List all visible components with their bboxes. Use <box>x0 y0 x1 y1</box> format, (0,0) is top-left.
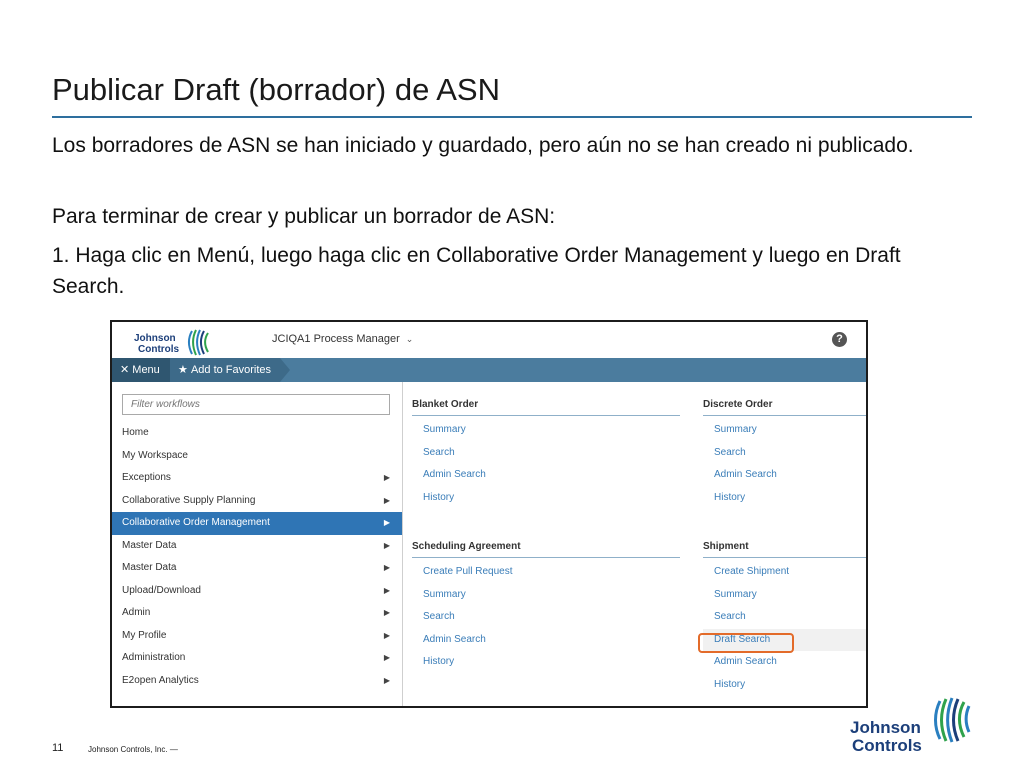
scheduling-agreement-link-admin-search[interactable]: Admin Search <box>423 633 486 645</box>
sidebar-item-label: Admin <box>122 607 151 618</box>
sidebar-item-administration[interactable] <box>112 647 402 670</box>
add-to-favorites-button[interactable] <box>170 358 280 382</box>
sidebar-item-label: E2open Analytics <box>122 674 199 686</box>
logo-text-line1: Johnson <box>850 718 921 737</box>
help-icon[interactable]: ? <box>832 332 847 347</box>
chevron-right-icon: ▶ <box>383 608 390 617</box>
scheduling-agreement-section <box>412 537 680 674</box>
process-manager-label: JCIQA1 Process Manager <box>272 333 400 345</box>
sidebar-item-collaborative-supply-planning[interactable] <box>112 490 402 513</box>
shipment-section <box>703 537 866 696</box>
chevron-right-icon: ▶ <box>383 495 390 505</box>
blanket-order-section <box>412 395 680 509</box>
menu-sidebar <box>112 382 403 706</box>
shipment-link-history[interactable]: History <box>714 678 746 690</box>
chevron-right-icon: ▶ <box>383 473 390 482</box>
shipment-link-summary[interactable]: Summary <box>714 588 757 600</box>
blanket-order-link-summary[interactable]: Summary <box>423 424 466 435</box>
discrete-order-section <box>703 395 866 509</box>
close-icon: ✕ <box>120 364 130 376</box>
sidebar-item-master-data[interactable] <box>112 535 402 558</box>
add-to-favorites-label: Add to Favorites <box>190 364 272 376</box>
chevron-down-icon: ⌄ <box>405 334 414 344</box>
scheduling-agreement-link-summary[interactable]: Summary <box>423 588 466 600</box>
logo-text-line2: Controls <box>138 344 180 355</box>
title-divider <box>52 116 972 118</box>
johnson-controls-logo <box>122 328 222 358</box>
chevron-right-icon: ▶ <box>383 675 390 685</box>
app-screenshot <box>110 320 868 708</box>
logo-text-line2: Controls <box>852 736 922 755</box>
chevron-right-icon: ▶ <box>383 563 390 572</box>
instructions-lead: Para terminar de crear y publicar un borrador de ASN: <box>52 205 556 228</box>
sidebar-item-home[interactable] <box>112 422 402 445</box>
shipment-heading: Shipment <box>703 537 866 558</box>
menu-button[interactable] <box>112 358 170 382</box>
shipment-link-create-shipment[interactable]: Create Shipment <box>714 566 790 577</box>
sidebar-item-label: Master Data <box>122 539 177 551</box>
sidebar-item-label: My Profile <box>122 629 167 641</box>
app-nav-bar <box>112 358 866 382</box>
sidebar-item-upload-download[interactable] <box>112 580 402 603</box>
logo-text-line1: Johnson <box>134 333 176 344</box>
process-manager-dropdown[interactable] <box>272 333 413 345</box>
chevron-right-icon: ▶ <box>383 518 390 527</box>
discrete-order-link-summary[interactable]: Summary <box>714 424 757 435</box>
shipment-link-admin-search[interactable]: Admin Search <box>714 656 777 667</box>
blanket-order-link-admin-search[interactable]: Admin Search <box>423 469 486 480</box>
step-1-text: 1. Haga clic en Menú, luego haga clic en Collaborative Order Management y luego en Draft Search. <box>52 244 901 298</box>
shipment-link-search[interactable]: Search <box>714 611 746 622</box>
blanket-order-link-search[interactable]: Search <box>423 446 455 458</box>
sidebar-item-my-profile[interactable] <box>112 625 402 648</box>
star-plus-icon: ★ <box>178 364 188 376</box>
chevron-right-icon: ▶ <box>383 540 390 550</box>
scheduling-agreement-link-history[interactable]: History <box>423 656 455 667</box>
scheduling-agreement-link-create-pull-request[interactable]: Create Pull Request <box>423 566 513 577</box>
intro-paragraph: Los borradores de ASN se han iniciado y guardado, pero aún no se han creado ni publicado. <box>52 134 914 157</box>
sidebar-item-label: Master Data <box>122 562 177 573</box>
draft-search-highlight <box>698 633 794 653</box>
sidebar-item-label: My Workspace <box>122 449 188 461</box>
sidebar-item-label: Administration <box>122 652 186 663</box>
sidebar-item-master-data[interactable] <box>112 557 402 580</box>
blanket-order-links <box>412 416 680 509</box>
sidebar-item-collaborative-order-management[interactable] <box>112 512 402 535</box>
scheduling-agreement-links <box>412 558 680 674</box>
app-header <box>112 322 866 358</box>
sidebar-item-label: Exceptions <box>122 472 171 483</box>
discrete-order-link-search[interactable]: Search <box>714 446 746 458</box>
sidebar-item-my-workspace[interactable] <box>112 445 402 468</box>
company-footer: Johnson Controls, Inc. — <box>88 745 178 754</box>
discrete-order-link-history[interactable]: History <box>714 491 746 503</box>
johnson-controls-logo <box>848 695 978 757</box>
sidebar-item-exceptions[interactable] <box>112 467 402 490</box>
sidebar-item-label: Upload/Download <box>122 584 201 596</box>
chevron-right-icon: ▶ <box>383 630 390 640</box>
scheduling-agreement-link-search[interactable]: Search <box>423 611 455 622</box>
discrete-order-heading: Discrete Order <box>703 395 866 416</box>
menu-label: Menu <box>132 364 160 376</box>
shipment-link-draft-search[interactable]: Draft Search <box>703 629 866 652</box>
workflow-list <box>112 422 402 692</box>
sidebar-item-label: Collaborative Order Management <box>122 517 270 528</box>
scheduling-agreement-heading: Scheduling Agreement <box>412 537 680 558</box>
chevron-right-icon: ▶ <box>383 585 390 595</box>
blanket-order-heading: Blanket Order <box>412 395 680 416</box>
slide-title: Publicar Draft (borrador) de ASN <box>52 72 500 107</box>
shipment-links <box>703 558 866 696</box>
sidebar-item-e2open-analytics[interactable] <box>112 670 402 693</box>
page-number: 11 <box>52 742 64 754</box>
sidebar-item-admin[interactable] <box>112 602 402 625</box>
sidebar-item-label: Collaborative Supply Planning <box>122 494 256 506</box>
chevron-right-icon: ▶ <box>383 653 390 662</box>
filter-workflows-input[interactable] <box>122 394 390 415</box>
discrete-order-link-admin-search[interactable]: Admin Search <box>714 469 777 480</box>
blanket-order-link-history[interactable]: History <box>423 491 455 503</box>
sidebar-item-label: Home <box>122 427 149 438</box>
discrete-order-links <box>703 416 866 509</box>
